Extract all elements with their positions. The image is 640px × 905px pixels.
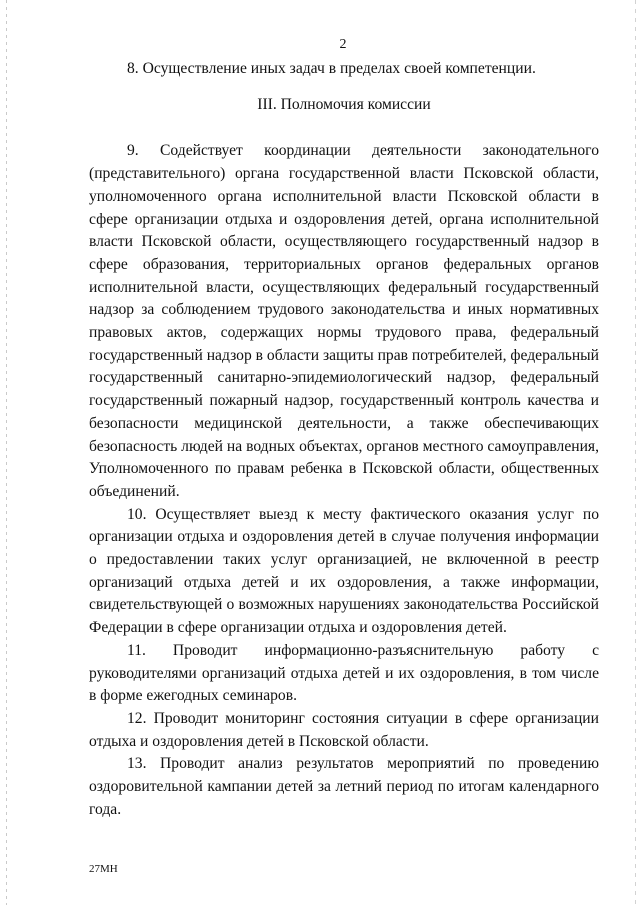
paragraph-item-8: 8. Осуществление иных задач в пределах своей компетенции. [127, 60, 536, 77]
paragraph-item-10: 10. Осуществляет выезд к месту фактического оказания услуг по организации отдыха и оздоровления детей в случае получения информации о предоставлении таких услуг организацией, не включенной в реестр организаций отдыха детей и их оздоровления, а также информации, свидетельствующей о возможных нарушениях законодательства Российской Федерации в сфере организации отдыха и оздоровления детей. [89, 505, 599, 637]
paragraph-item-13: 13. Проводит анализ результатов мероприятий по проведению оздоровительной кампании детей за летний период по итогам календарного года. [89, 755, 599, 818]
document-body [89, 58, 599, 822]
section-heading: III. Полномочия комиссии [257, 95, 431, 113]
paragraph-item-11: 11. Проводит информационно-разъяснительную работу с руководителями организаций отдыха детей и их оздоровления, в том числе в форме ежегодных семинаров. [89, 641, 599, 705]
footer-code: 27МН [89, 863, 118, 875]
page-number: 2 [339, 37, 347, 52]
scan-edge-left [6, 0, 7, 905]
scan-edge-right [635, 0, 636, 905]
paragraph-item-9: 9. Содействует координации деятельности законодательного (представительного) органа государственной власти Псковской области, уполномоченного органа исполнительной власти Псковской области в сфере организации отдыха и оздоровления детей, органа исполнительной власти Псковской области, осуществляющего государственный надзор в сфере образования, территориальных органов федеральных органов исполнительной власти, осуществляющих федеральный государственный надзор за соблюдением трудового законодательства и иных нормативных правовых актов, содержащих нормы трудового права, федеральный государственный надзор в области защиты прав потребителей, федеральный государственный санитарно-эпидемиологический надзор, федеральный государственный пожарный надзор, государственный контроль качества и безопасности медицинской деятельности, а также обеспечивающих безопасность людей на водных объектах, органов местного самоуправления, Уполномоченного по правам ребенка в Псковской области, общественных объединений. [89, 142, 600, 500]
paragraph-item-12: 12. Проводит мониторинг состояния ситуации в сфере организации отдыха и оздоровления детей в Псковской области. [89, 709, 599, 750]
